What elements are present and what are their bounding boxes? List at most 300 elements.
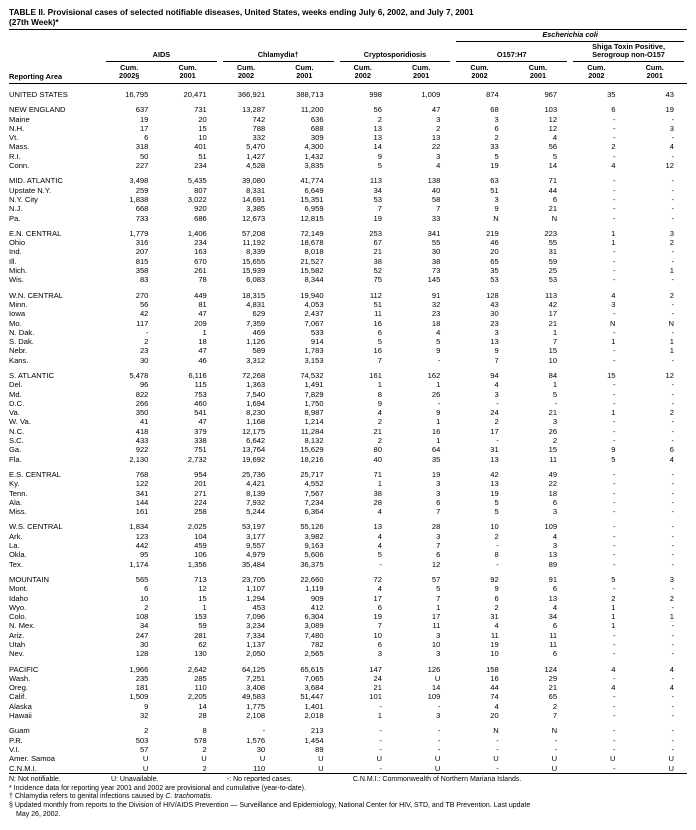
footnote-section: § Updated monthly from reports to the Division of HIV/AIDS Prevention — Surveillance and Epidemiology, National Center for HIV, STD, and TB Prevention. Last update May 26, 2002. xyxy=(9,802,531,819)
table-title-line2: (27th Week)* xyxy=(9,17,59,27)
cell-aids-cum-2002: 50 xyxy=(139,151,149,161)
cell-aids-cum-2002: 30 xyxy=(139,640,149,649)
row-n-mex xyxy=(9,621,687,630)
cell-aids-cum-2002: 42 xyxy=(139,309,149,319)
cell-crypto-cum-2002: 6 xyxy=(377,327,382,337)
cell-crypto-cum-2001: 57 xyxy=(431,574,441,584)
cell-chlamydia-cum-2001: 19,940 xyxy=(300,290,324,300)
cell-shiga-cum-2001: - xyxy=(671,692,674,702)
cell-crypto-cum-2002: 5 xyxy=(377,161,382,171)
cell-crypto-cum-2001: 162 xyxy=(427,370,441,380)
cell-crypto-cum-2001: 3 xyxy=(436,649,441,659)
cell-o157-cum-2001: 113 xyxy=(545,290,558,300)
cell-crypto-cum-2001: 1 xyxy=(436,436,441,446)
row-n-h xyxy=(9,124,687,133)
cell-aids-cum-2002: 161 xyxy=(135,507,149,517)
cell-shiga-cum-2001: - xyxy=(671,744,674,754)
cell-chlamydia-cum-2002: 15,939 xyxy=(241,266,266,276)
cell-chlamydia-cum-2001: 388,713 xyxy=(296,89,324,99)
reporting-area-cell: Ohio xyxy=(9,238,26,248)
cell-crypto-cum-2001: U xyxy=(434,754,441,764)
cell-shiga-cum-2002: - xyxy=(612,469,616,479)
cell-aids-cum-2002: 96 xyxy=(139,380,149,390)
cell-shiga-cum-2001: - xyxy=(671,398,674,408)
cell-chlamydia-cum-2001: 7,480 xyxy=(304,630,324,640)
cell-o157-cum-2001: 10 xyxy=(548,355,558,365)
cell-aids-cum-2001: 104 xyxy=(194,531,207,541)
cell-chlamydia-cum-2001: 7,567 xyxy=(304,488,324,498)
cell-aids-cum-2002: 57 xyxy=(139,744,149,754)
cell-shiga-cum-2001: 1 xyxy=(669,346,674,356)
cell-shiga-cum-2002: - xyxy=(612,735,616,745)
cell-o157-cum-2001: 53 xyxy=(548,275,558,285)
cell-aids-cum-2001: 234 xyxy=(194,238,207,248)
cell-shiga-cum-2002: - xyxy=(612,479,616,489)
cell-crypto-cum-2001: 10 xyxy=(431,640,441,649)
cell-shiga-cum-2002: - xyxy=(612,114,616,124)
cell-chlamydia-cum-2002: 7,932 xyxy=(246,497,266,507)
cell-shiga-cum-2001: 12 xyxy=(665,370,674,380)
row-ky xyxy=(9,479,687,488)
row-md xyxy=(9,390,687,399)
cell-shiga-cum-2001: - xyxy=(671,327,674,337)
cell-chlamydia-cum-2001: 688 xyxy=(310,123,324,133)
cell-chlamydia-cum-2001: 1,214 xyxy=(304,417,324,427)
cell-chlamydia-cum-2002: 1,107 xyxy=(246,584,266,594)
cell-o157-cum-2002: 2 xyxy=(494,602,499,612)
cell-aids-cum-2002: 565 xyxy=(135,574,149,584)
cell-aids-cum-2002: 358 xyxy=(135,266,149,276)
reporting-area-cell: P.R. xyxy=(9,735,23,745)
cell-crypto-cum-2002: 17 xyxy=(373,593,382,603)
cell-chlamydia-cum-2002: - xyxy=(262,726,266,736)
cell-aids-cum-2002: 318 xyxy=(135,142,149,152)
cell-aids-cum-2002: U xyxy=(142,754,149,764)
cell-crypto-cum-2002: 80 xyxy=(373,445,382,455)
row-idaho xyxy=(9,594,687,603)
col-group-cryptosporidiosis: Cryptosporidiosis xyxy=(337,42,454,62)
cell-o157-cum-2001: - xyxy=(554,744,558,754)
cell-o157-cum-2001: - xyxy=(554,735,558,745)
cell-chlamydia-cum-2002: 25,736 xyxy=(241,469,266,479)
cell-aids-cum-2001: 201 xyxy=(194,479,207,489)
cell-shiga-cum-2001: - xyxy=(671,497,674,507)
cell-aids-cum-2002: 83 xyxy=(139,275,149,285)
footnote-star: * Incidence data for reporting year 2001 and 2002 are provisional and cumulative (year-to-date). xyxy=(9,784,306,792)
cell-o157-cum-2002: U xyxy=(493,754,499,764)
reporting-area-cell: D.C. xyxy=(9,398,25,408)
reporting-area-cell: Ill. xyxy=(9,256,17,266)
cell-chlamydia-cum-2002: 72,268 xyxy=(241,370,266,380)
reporting-area-cell: S.C. xyxy=(9,436,24,446)
cell-o157-cum-2002: 13 xyxy=(490,479,499,489)
row-kans xyxy=(9,356,687,365)
cell-crypto-cum-2001: 16 xyxy=(431,426,441,436)
cell-o157-cum-2002: 5 xyxy=(494,151,499,161)
cell-crypto-cum-2002: 101 xyxy=(369,692,382,702)
cell-crypto-cum-2001: 4 xyxy=(436,327,441,337)
cell-aids-cum-2001: 1,356 xyxy=(187,559,207,569)
reporting-area-cell: Mass. xyxy=(9,142,30,152)
col-group-chlamydia: Chlamydia† xyxy=(220,42,337,62)
cell-shiga-cum-2002: - xyxy=(612,327,616,337)
footnote-dagger: † Chlamydia refers to genital infections caused by C. trachomatis. xyxy=(9,793,213,801)
row-la xyxy=(9,541,687,550)
cell-o157-cum-2001: 6 xyxy=(552,194,558,204)
cell-o157-cum-2001: 7 xyxy=(552,337,558,347)
cell-shiga-cum-2001: 1 xyxy=(669,337,674,347)
cell-crypto-cum-2002: 1 xyxy=(377,479,382,489)
cell-crypto-cum-2002: 51 xyxy=(373,299,382,309)
cell-aids-cum-2002: 259 xyxy=(135,185,149,195)
reporting-area-cell: E.N. CENTRAL xyxy=(9,228,62,238)
row-ga xyxy=(9,445,687,454)
cell-o157-cum-2001: 26 xyxy=(548,426,558,436)
cell-shiga-cum-2001: 4 xyxy=(669,664,674,674)
row-ariz xyxy=(9,631,687,640)
cell-chlamydia-cum-2002: 5,470 xyxy=(246,142,266,152)
cell-aids-cum-2001: 2,642 xyxy=(187,664,207,674)
cell-o157-cum-2002: 10 xyxy=(490,522,499,532)
cell-aids-cum-2001: 460 xyxy=(194,398,207,408)
cell-crypto-cum-2001: 26 xyxy=(431,389,441,399)
cell-crypto-cum-2001: 7 xyxy=(436,204,441,214)
cell-aids-cum-2002: 341 xyxy=(135,488,149,498)
cell-chlamydia-cum-2001: 12,815 xyxy=(300,213,324,223)
cell-crypto-cum-2001: 7 xyxy=(436,541,441,551)
reporting-area-cell: S. ATLANTIC xyxy=(9,370,55,380)
cell-chlamydia-cum-2001: 4,300 xyxy=(304,142,324,152)
cell-chlamydia-cum-2001: 8,132 xyxy=(304,436,324,446)
cell-o157-cum-2002: - xyxy=(496,763,499,773)
cell-crypto-cum-2001: 64 xyxy=(431,445,441,455)
cell-chlamydia-cum-2002: 3,177 xyxy=(246,531,266,541)
cell-chlamydia-cum-2001: 909 xyxy=(310,593,324,603)
cell-crypto-cum-2002: 6 xyxy=(377,602,382,612)
row-alaska xyxy=(9,702,687,711)
cell-o157-cum-2001: 4 xyxy=(552,531,558,541)
cell-aids-cum-2002: 56 xyxy=(139,299,149,309)
row-s-dak xyxy=(9,337,687,346)
reporting-area-cell: Del. xyxy=(9,380,23,390)
cell-shiga-cum-2002: U xyxy=(610,754,616,764)
cell-o157-cum-2002: 46 xyxy=(490,238,499,248)
cell-o157-cum-2002: 2 xyxy=(494,531,499,541)
cell-crypto-cum-2001: 28 xyxy=(431,522,441,532)
cell-aids-cum-2002: 1,509 xyxy=(129,692,149,702)
cell-crypto-cum-2002: - xyxy=(379,726,382,736)
reporting-area-cell: MOUNTAIN xyxy=(9,574,49,584)
cell-crypto-cum-2002: 21 xyxy=(373,683,382,693)
cell-crypto-cum-2002: 147 xyxy=(369,664,382,674)
cell-shiga-cum-2001: 43 xyxy=(665,89,674,99)
cell-aids-cum-2001: 62 xyxy=(198,640,207,649)
cell-aids-cum-2001: 379 xyxy=(194,426,207,436)
reporting-area-cell: NEW ENGLAND xyxy=(9,105,66,115)
cell-chlamydia-cum-2002: 469 xyxy=(252,327,266,337)
row-tex xyxy=(9,560,687,569)
cell-crypto-cum-2001: 126 xyxy=(427,664,441,674)
cell-aids-cum-2002: 922 xyxy=(135,445,149,455)
cell-shiga-cum-2002: 3 xyxy=(611,299,616,309)
cell-o157-cum-2001: 71 xyxy=(548,176,558,186)
cell-aids-cum-2001: 261 xyxy=(194,266,207,276)
cell-o157-cum-2002: - xyxy=(496,559,499,569)
cell-crypto-cum-2002: 52 xyxy=(373,266,382,276)
reporting-area-cell: Oreg. xyxy=(9,683,28,693)
cell-crypto-cum-2001: 38 xyxy=(431,256,441,266)
cell-chlamydia-cum-2001: 55,126 xyxy=(300,522,324,532)
cell-aids-cum-2002: 128 xyxy=(135,649,149,659)
cell-shiga-cum-2002: - xyxy=(612,640,616,649)
cell-shiga-cum-2001: N xyxy=(668,318,674,328)
cell-aids-cum-2002: 144 xyxy=(135,497,149,507)
col-subheader-shiga-2002: Cum. 2002 xyxy=(587,62,606,81)
cell-shiga-cum-2002: 9 xyxy=(611,445,616,455)
cell-o157-cum-2001: 4 xyxy=(552,602,558,612)
cell-o157-cum-2002: 4 xyxy=(494,621,499,631)
row-wash xyxy=(9,674,687,683)
row-e-s-central xyxy=(9,464,687,479)
row-nev xyxy=(9,649,687,658)
cell-chlamydia-cum-2001: 15,351 xyxy=(300,194,324,204)
cell-chlamydia-cum-2001: 22,660 xyxy=(300,574,324,584)
cell-aids-cum-2002: 32 xyxy=(139,711,149,721)
row-colo xyxy=(9,612,687,621)
cell-aids-cum-2001: 2 xyxy=(202,763,207,773)
reporting-area-cell: Maine xyxy=(9,114,30,124)
cell-chlamydia-cum-2001: 11,284 xyxy=(300,426,324,436)
cell-crypto-cum-2002: 5 xyxy=(377,550,382,560)
cell-o157-cum-2001: 109 xyxy=(544,522,558,532)
reporting-area-cell: Md. xyxy=(9,389,22,399)
cell-o157-cum-2001: 6 xyxy=(552,584,558,594)
row-tenn xyxy=(9,489,687,498)
cell-chlamydia-cum-2001: 1,750 xyxy=(304,398,324,408)
reporting-area-cell: Utah xyxy=(9,640,26,649)
cell-crypto-cum-2001: 3 xyxy=(436,630,441,640)
row-nebr xyxy=(9,346,687,355)
reporting-area-cell: Tex. xyxy=(9,559,23,569)
cell-chlamydia-cum-2001: 3,153 xyxy=(304,355,324,365)
cell-aids-cum-2001: 281 xyxy=(194,630,207,640)
cell-o157-cum-2002: 6 xyxy=(494,123,499,133)
cell-o157-cum-2002: 5 xyxy=(494,507,499,517)
cell-crypto-cum-2002: - xyxy=(379,559,382,569)
cell-aids-cum-2001: 449 xyxy=(194,290,207,300)
cell-aids-cum-2002: 3,498 xyxy=(129,176,149,186)
cell-chlamydia-cum-2001: 7,234 xyxy=(304,497,324,507)
cell-crypto-cum-2001: 3 xyxy=(436,151,441,161)
cell-chlamydia-cum-2002: 8,139 xyxy=(246,488,266,498)
cell-shiga-cum-2002: 15 xyxy=(607,370,616,380)
cell-shiga-cum-2001: 2 xyxy=(669,593,674,603)
cell-crypto-cum-2001: 2 xyxy=(436,123,441,133)
cell-o157-cum-2002: 68 xyxy=(490,105,499,115)
ecoli-group-label: Escherichia coli xyxy=(542,30,598,39)
cell-chlamydia-cum-2001: 1,454 xyxy=(304,735,324,745)
table-header xyxy=(9,30,687,84)
cell-crypto-cum-2001: - xyxy=(437,355,441,365)
cell-shiga-cum-2002: - xyxy=(612,123,616,133)
cell-aids-cum-2002: 822 xyxy=(135,389,149,399)
reporting-area-cell: Wis. xyxy=(9,275,24,285)
legend-unavailable: U: Unavailable. xyxy=(110,775,159,783)
cell-shiga-cum-2002: - xyxy=(612,744,616,754)
cell-chlamydia-cum-2002: 8,331 xyxy=(246,185,266,195)
reporting-area-cell: Kans. xyxy=(9,355,29,365)
cell-o157-cum-2001: 6 xyxy=(552,621,558,631)
disease-group-row xyxy=(9,42,687,62)
cell-aids-cum-2001: 224 xyxy=(194,497,207,507)
cell-aids-cum-2001: 15 xyxy=(198,123,207,133)
cell-chlamydia-cum-2002: 18,315 xyxy=(241,290,266,300)
row-maine xyxy=(9,115,687,124)
cell-chlamydia-cum-2002: 14,691 xyxy=(241,194,266,204)
cell-shiga-cum-2001: - xyxy=(671,417,674,427)
cell-o157-cum-2001: 3 xyxy=(552,541,558,551)
cell-o157-cum-2001: 4 xyxy=(552,133,558,143)
cell-o157-cum-2001: 11 xyxy=(549,630,558,640)
cell-aids-cum-2001: 15 xyxy=(198,593,207,603)
cell-o157-cum-2002: 19 xyxy=(490,640,499,649)
table-body xyxy=(9,83,687,773)
cell-aids-cum-2002: 16,795 xyxy=(125,89,149,99)
cell-crypto-cum-2002: 34 xyxy=(373,185,382,195)
cell-shiga-cum-2002: 1 xyxy=(611,621,616,631)
cell-aids-cum-2001: 10 xyxy=(198,133,207,143)
cell-chlamydia-cum-2002: 7,540 xyxy=(246,389,266,399)
cell-chlamydia-cum-2002: 742 xyxy=(252,114,266,124)
cell-crypto-cum-2001: 1 xyxy=(436,602,441,612)
row-e-n-central xyxy=(9,223,687,238)
cell-crypto-cum-2002: 71 xyxy=(373,469,382,479)
cell-o157-cum-2001: 17 xyxy=(548,309,558,319)
cell-chlamydia-cum-2002: U xyxy=(259,754,266,764)
cell-aids-cum-2001: 807 xyxy=(194,185,207,195)
reporting-area-cell: Minn. xyxy=(9,299,28,309)
cell-aids-cum-2002: 2,130 xyxy=(129,454,149,464)
cell-aids-cum-2002: 5,478 xyxy=(129,370,149,380)
cell-crypto-cum-2001: 7 xyxy=(436,593,441,603)
cell-crypto-cum-2001: 35 xyxy=(431,454,441,464)
cell-shiga-cum-2002: 4 xyxy=(611,161,616,171)
footnote-legend xyxy=(9,776,687,785)
cell-aids-cum-2002: 122 xyxy=(135,479,149,489)
row-v-i xyxy=(9,745,687,754)
cell-chlamydia-cum-2002: 8,339 xyxy=(246,247,266,257)
cell-shiga-cum-2001: - xyxy=(671,673,674,683)
reporting-area-cell: Conn. xyxy=(9,161,30,171)
cell-shiga-cum-2002: - xyxy=(612,550,616,560)
cell-shiga-cum-2001: - xyxy=(671,389,674,399)
cell-crypto-cum-2001: 1 xyxy=(436,380,441,390)
cell-shiga-cum-2002: 1 xyxy=(611,228,616,238)
row-ohio xyxy=(9,238,687,247)
cell-o157-cum-2002: 128 xyxy=(486,290,499,300)
reporting-area-cell: Nebr. xyxy=(9,346,28,356)
cell-shiga-cum-2002: 4 xyxy=(611,664,616,674)
cell-shiga-cum-2002: - xyxy=(612,673,616,683)
cell-chlamydia-cum-2001: 3,982 xyxy=(304,531,324,541)
cell-crypto-cum-2002: 40 xyxy=(373,454,382,464)
cell-shiga-cum-2002: N xyxy=(610,318,616,328)
cell-shiga-cum-2001: - xyxy=(671,426,674,436)
cell-aids-cum-2001: 2,025 xyxy=(187,522,207,532)
reporting-area-cell: Iowa xyxy=(9,309,26,319)
cell-o157-cum-2001: 22 xyxy=(548,479,558,489)
cell-shiga-cum-2002: - xyxy=(612,711,616,721)
cell-chlamydia-cum-2002: 30 xyxy=(256,744,266,754)
cell-o157-cum-2001: 21 xyxy=(548,204,558,214)
cell-chlamydia-cum-2002: 788 xyxy=(252,123,266,133)
cell-shiga-cum-2002: - xyxy=(612,692,616,702)
cell-chlamydia-cum-2002: 1,694 xyxy=(246,398,266,408)
cell-crypto-cum-2001: 3 xyxy=(436,488,441,498)
cell-aids-cum-2001: 59 xyxy=(198,621,207,631)
cell-aids-cum-2001: 47 xyxy=(198,309,207,319)
reporting-area-cell: C.N.M.I. xyxy=(9,763,37,773)
cell-aids-cum-2002: 815 xyxy=(135,256,149,266)
cell-o157-cum-2002: 31 xyxy=(490,612,499,622)
cell-o157-cum-2002: 44 xyxy=(490,683,499,693)
cell-crypto-cum-2002: - xyxy=(379,763,382,773)
cell-shiga-cum-2001: 1 xyxy=(669,612,674,622)
cell-o157-cum-2001: 14 xyxy=(548,161,558,171)
cell-shiga-cum-2001: - xyxy=(671,256,674,266)
cell-shiga-cum-2001: - xyxy=(671,621,674,631)
reporting-area-cell: Va. xyxy=(9,408,20,418)
cell-crypto-cum-2002: 4 xyxy=(377,408,382,418)
cell-shiga-cum-2002: - xyxy=(612,763,616,773)
cell-chlamydia-cum-2001: 2,018 xyxy=(304,711,324,721)
cell-chlamydia-cum-2002: 7,334 xyxy=(246,630,266,640)
col-subheader-chlamydia-2001: Cum. 2001 xyxy=(295,62,314,81)
cell-shiga-cum-2001: - xyxy=(671,735,674,745)
cell-aids-cum-2001: 8 xyxy=(202,726,207,736)
cell-shiga-cum-2002: - xyxy=(612,185,616,195)
reporting-area-cell: Ga. xyxy=(9,445,22,455)
cell-aids-cum-2001: 954 xyxy=(194,469,207,479)
cell-crypto-cum-2001: U xyxy=(434,673,441,683)
row-mont xyxy=(9,584,687,593)
col-subheader-crypto-2002: Cum. 2002 xyxy=(353,62,372,81)
cell-chlamydia-cum-2002: 3,408 xyxy=(246,683,266,693)
cell-crypto-cum-2002: 4 xyxy=(377,541,382,551)
cell-chlamydia-cum-2002: 453 xyxy=(252,602,266,612)
cell-o157-cum-2001: 56 xyxy=(548,142,558,152)
cell-aids-cum-2002: 235 xyxy=(135,673,149,683)
cell-crypto-cum-2002: 10 xyxy=(373,630,382,640)
cell-chlamydia-cum-2001: 15,582 xyxy=(300,266,324,276)
cell-crypto-cum-2001: 3 xyxy=(436,114,441,124)
reporting-area-cell: R.I. xyxy=(9,151,21,161)
cell-shiga-cum-2001: 2 xyxy=(669,290,674,300)
cell-shiga-cum-2001: - xyxy=(671,550,674,560)
cell-shiga-cum-2002: - xyxy=(612,649,616,659)
reporting-area-cell: N.H. xyxy=(9,123,25,133)
cell-aids-cum-2002: 6 xyxy=(144,133,149,143)
cell-crypto-cum-2002: 4 xyxy=(377,531,382,541)
cell-shiga-cum-2002: - xyxy=(612,630,616,640)
cell-aids-cum-2001: 106 xyxy=(194,550,207,560)
cell-chlamydia-cum-2002: 19,692 xyxy=(241,454,266,464)
cell-aids-cum-2002: 23 xyxy=(139,346,149,356)
cell-o157-cum-2001: 44 xyxy=(548,185,558,195)
cell-o157-cum-2001: 84 xyxy=(548,370,558,380)
col-group-shiga-toxin: Shiga Toxin Positive, Serogroup non-O157 xyxy=(570,42,687,62)
cell-chlamydia-cum-2001: 6,959 xyxy=(304,204,324,214)
